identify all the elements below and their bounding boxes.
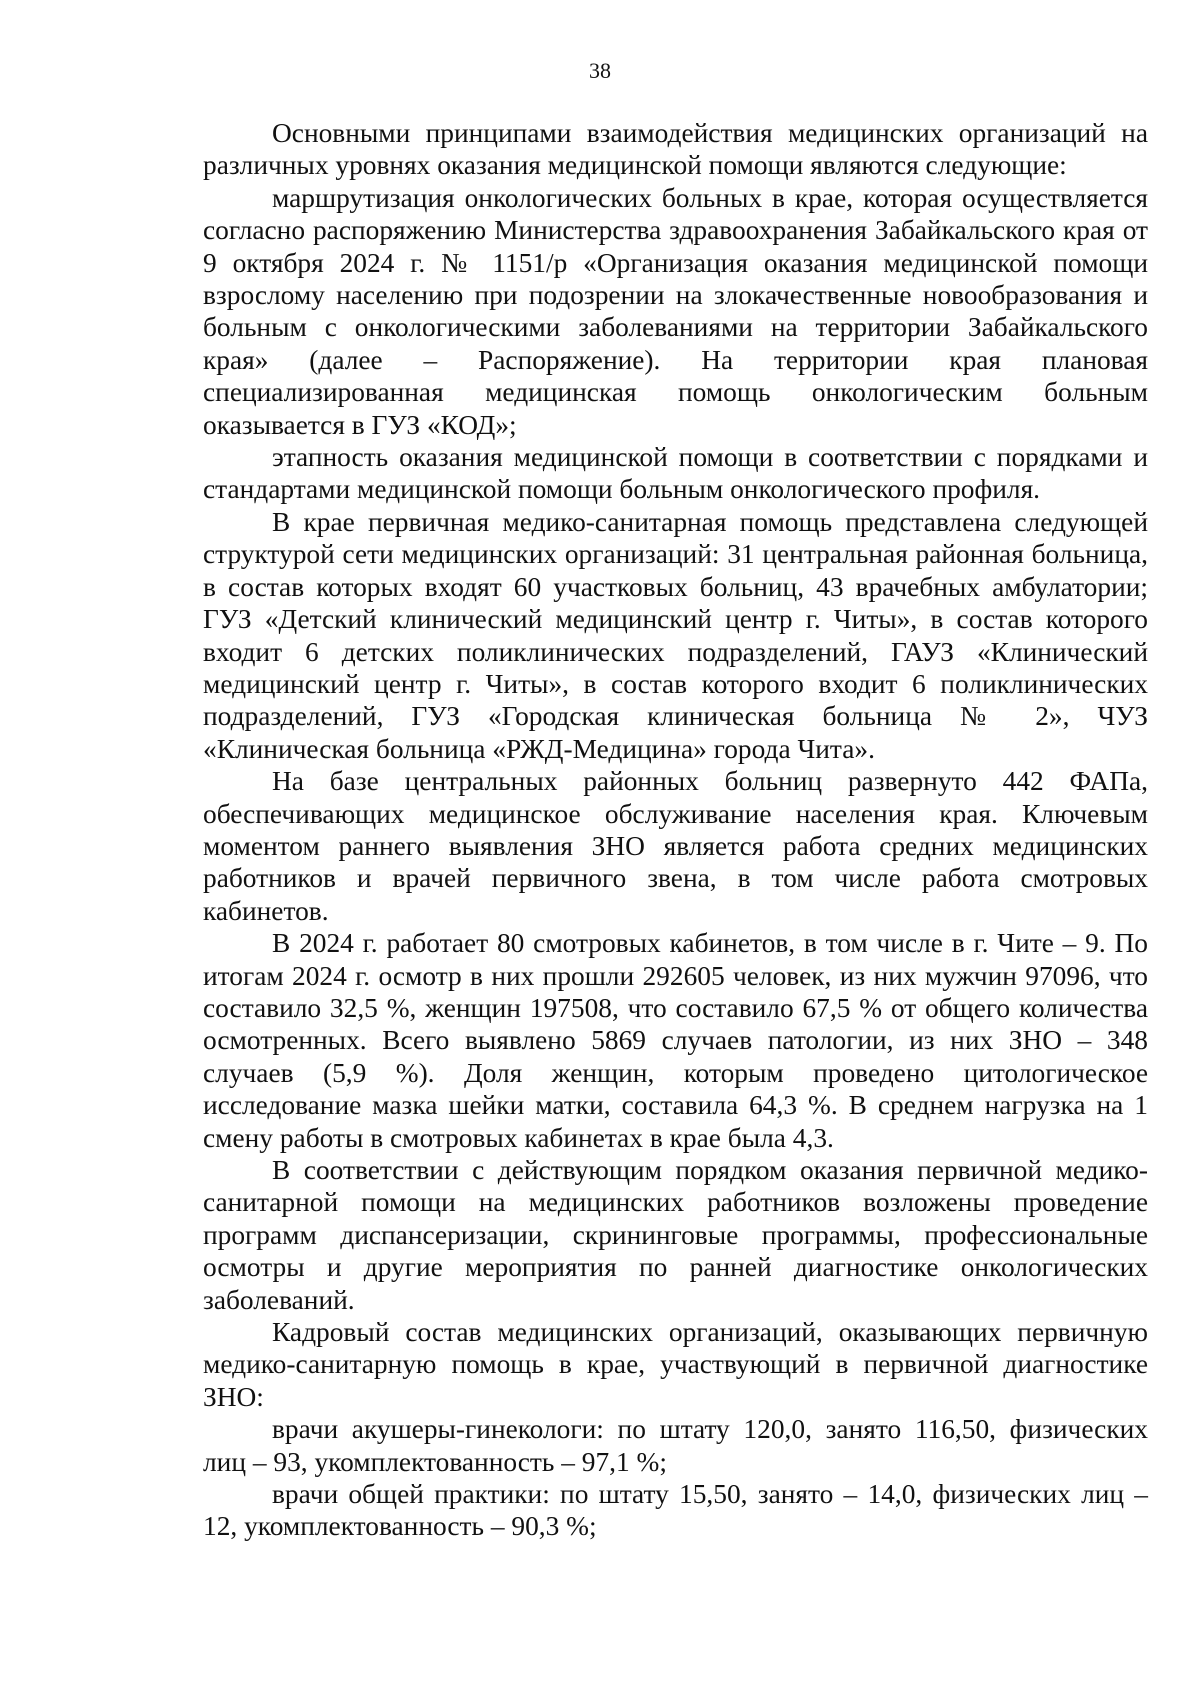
paragraph: маршрутизация онкологических больных в крае, которая осуществляется согласно распоряжению Министерства здравоохранения Забайкальского края от 9 октября 2024 г. № 1151/р «Организация оказания медицинской помощи взрослому населению при подозрении на злокачественные новообразования и больным с онкологическими заболеваниями на территории Забайкальского края» (далее – Распоряжение). На территории края плановая специализированная медицинская помощь онкологическим больным оказывается в ГУЗ «КОД»; bbox=[203, 182, 1148, 440]
paragraph: врачи акушеры-гинекологи: по штату 120,0, занято 116,50, физических лиц – 93, укомплектованность – 97,1 %; bbox=[203, 1414, 1148, 1477]
document-body bbox=[203, 117, 1148, 1543]
paragraph: этапность оказания медицинской помощи в соответствии с порядками и стандартами медицинской помощи больным онкологического профиля. bbox=[203, 442, 1148, 505]
paragraph: Кадровый состав медицинских организаций, оказывающих первичную медико-санитарную помощь в крае, участвующий в первичной диагностике ЗНО: bbox=[203, 1317, 1148, 1412]
paragraph: врачи общей практики: по штату 15,50, занято – 14,0, физических лиц – 12, укомплектованность – 90,3 %; bbox=[203, 1479, 1148, 1542]
page-number: 38 bbox=[589, 58, 611, 83]
paragraph: В соответствии с действующим порядком оказания первичной медико-санитарной помощи на медицинских работников возложены проведение программ диспансеризации, скрининговые программы, профессиональные осмотры и другие мероприятия по ранней диагностике онкологических заболеваний. bbox=[203, 1155, 1148, 1315]
paragraph: В 2024 г. работает 80 смотровых кабинетов, в том числе в г. Чите – 9. По итогам 2024 г. осмотр в них прошли 292605 человек, из них мужчин 97096, что составило 32,5 %, женщин 197508, что составило 67,5 % от общего количества осмотренных. Всего выявлено 5869 случаев патологии, из них ЗНО – 348 случаев (5,9 %). Доля женщин, которым проведено цитологическое исследование мазка шейки матки, составила 64,3 %. В среднем нагрузка на 1 смену работы в смотровых кабинетах в крае была 4,3. bbox=[203, 928, 1148, 1153]
paragraph: В крае первичная медико-санитарная помощь представлена следующей структурой сети медицинских организаций: 31 центральная районная больница, в состав которых входят 60 участковых больниц, 43 врачебных амбулатории; ГУЗ «Детский клинический медицинский центр г. Читы», в состав которого входит 6 детских поликлинических подразделений, ГАУЗ «Клинический медицинский центр г. Читы», в состав которого входит 6 поликлинических подразделений, ГУЗ «Городская клиническая больница № 2», ЧУЗ «Клиническая больница «РЖД-Медицина» города Чита». bbox=[203, 506, 1148, 764]
paragraph: Основными принципами взаимодействия медицинских организаций на различных уровнях оказания медицинской помощи являются следующие: bbox=[203, 118, 1148, 181]
paragraph: На базе центральных районных больниц развернуто 442 ФАПа, обеспечивающих медицинское обслуживание населения края. Ключевым моментом раннего выявления ЗНО является работа средних медицинских работников и врачей первичного звена, в том числе работа смотровых кабинетов. bbox=[203, 766, 1148, 926]
